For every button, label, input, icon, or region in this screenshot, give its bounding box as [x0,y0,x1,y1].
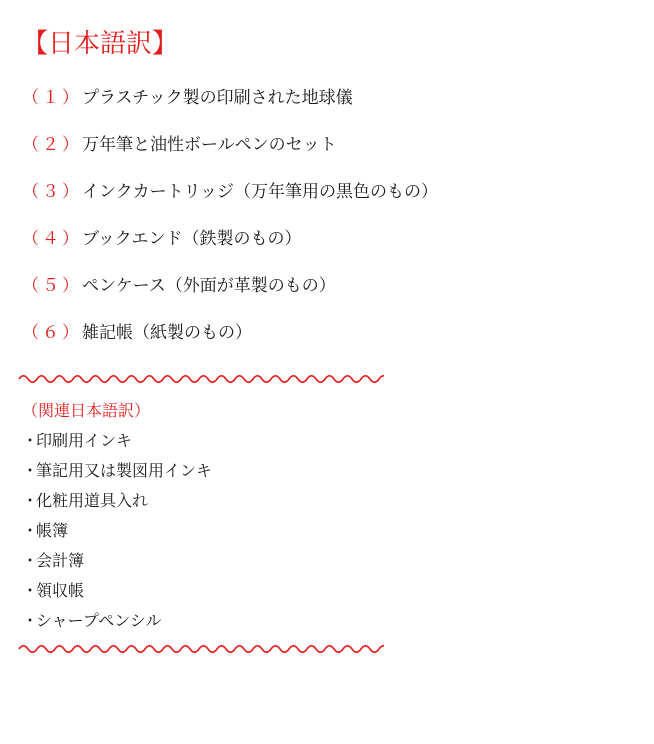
wavy-line-icon [18,372,384,386]
related-item [22,428,212,458]
item-number: （１） [22,88,82,108]
item-number: （３） [22,182,82,202]
related-item-text: シャープペンシル [36,611,162,630]
bullet: ・ [22,521,39,540]
item-text: 万年筆と油性ボールペンのセット [82,135,337,155]
wavy-divider-top [18,372,384,386]
related-section-title: （関連日本語訳） [22,401,151,420]
list-item [22,178,438,225]
related-item [22,488,212,518]
page-title: 【日本語訳】 [22,29,179,59]
related-item-text: 帳簿 [36,521,69,540]
list-item [22,319,438,366]
wavy-divider-bottom [18,642,384,656]
item-text: ペンケース（外面が革製のもの） [82,276,336,296]
bullet: ・ [22,611,39,630]
bullet: ・ [22,491,39,510]
list-item [22,84,438,131]
item-text: プラスチック製の印刷された地球儀 [82,88,353,108]
related-item [22,578,212,608]
related-item [22,458,212,488]
list-item [22,225,438,272]
item-number: （５） [22,276,82,296]
item-number: （６） [22,323,82,343]
bullet: ・ [22,431,39,450]
bullet: ・ [22,461,39,480]
related-item [22,548,212,578]
related-item-text: 筆記用又は製図用インキ [36,461,213,480]
bullet: ・ [22,581,39,600]
related-list [22,428,212,638]
item-number: （４） [22,229,82,249]
related-item-text: 領収帳 [36,581,85,600]
bullet: ・ [22,551,39,570]
related-item-text: 化粧用道具入れ [36,491,149,510]
related-item [22,608,212,638]
related-item-text: 印刷用インキ [36,431,133,450]
list-item [22,272,438,319]
related-item-text: 会計簿 [36,551,85,570]
list-item [22,131,438,178]
related-item [22,518,212,548]
item-number: （２） [22,135,82,155]
item-text: ブックエンド（鉄製のもの） [82,229,302,249]
item-text: インクカートリッジ（万年筆用の黒色のもの） [82,182,438,202]
translation-list [22,84,438,366]
wavy-line-icon [18,642,384,656]
item-text: 雑記帳（紙製のもの） [82,323,252,343]
